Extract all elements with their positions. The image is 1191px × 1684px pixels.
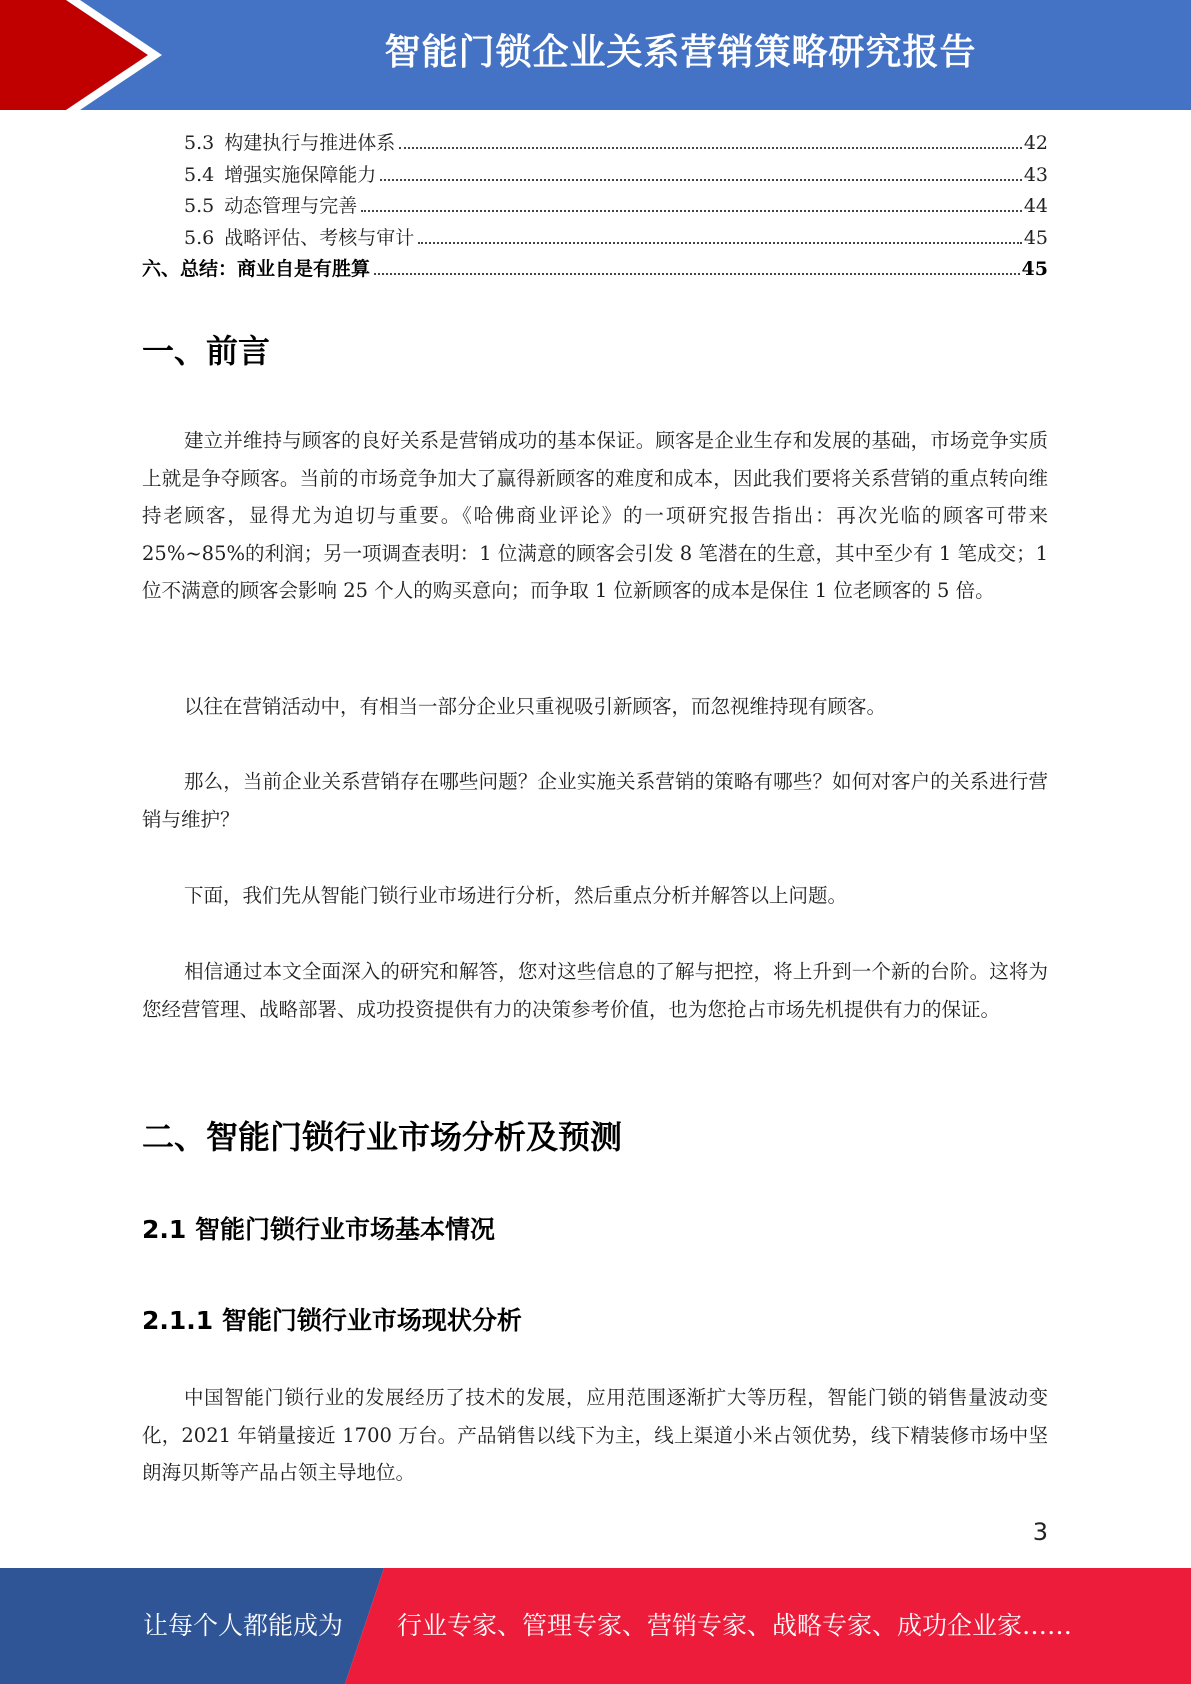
toc-entry-page: 45 <box>1023 226 1048 249</box>
toc-entry-page: 44 <box>1023 195 1048 217</box>
toc-entry-label: 增强实施保障能力 <box>224 163 377 186</box>
page-footer <box>0 1568 1191 1684</box>
toc-leader-dots <box>361 210 1022 212</box>
toc-entry-page: 45 <box>1021 258 1048 280</box>
paragraph: 建立并维持与顾客的良好关系是营销成功的基本保证。顾客是企业生存和发展的基础，市场竞争实质上就是争夺顾客。当前的市场竞争加大了赢得新顾客的难度和成本，因此我们要将关系营销的重点转向维持老顾客，显得尤为迫切与重要。《哈佛商业评论》的一项研究报告指出：再次光临的顾客可带来 25%~85%的利润；另一项调查表明：1 位满意的顾客会引发 8 笔潜在的生意，其中至少有 1 笔成交；1 位不满意的顾客会影响 25 个人的购买意向；而争取 1 位新顾客的成本是保住 1 位老顾客的 5 倍。 <box>142 429 1048 602</box>
toc-entry-label: 动态管理与完善 <box>224 195 358 217</box>
page-header <box>0 0 1191 110</box>
subsection-heading-basic: 2.1 智能门锁行业市场基本情况 <box>142 1215 495 1244</box>
report-title: 智能门锁企业关系营销策略研究报告 <box>384 32 977 73</box>
toc-leader-dots <box>380 179 1022 181</box>
paragraph: 那么，当前企业关系营销存在哪些问题？企业实施关系营销的策略有哪些？如何对客户的关系进行营销与维护？ <box>142 770 1048 831</box>
paragraph: 中国智能门锁行业的发展经历了技术的发展，应用范围逐渐扩大等历程，智能门锁的销售量波动变化，2021 年销量接近 1700 万台。产品销售以线下为主，线上渠道小米占领优势，线下精装修市场中坚朗海贝斯等产品占领主导地位。 <box>142 1386 1048 1484</box>
toc-entry[interactable] <box>142 191 1048 223</box>
toc-leader-dots <box>399 147 1022 149</box>
toc-entry[interactable] <box>142 223 1048 255</box>
subsection-heading-status: 2.1.1 智能门锁行业市场现状分析 <box>142 1306 522 1335</box>
paragraph: 以往在营销活动中，有相当一部分企业只重视吸引新顾客，而忽视维持现有顾客。 <box>184 695 887 718</box>
toc-entry-label: 战略评估、考核与审计 <box>224 226 415 249</box>
section-heading-preface: 一、前言 <box>142 332 271 370</box>
toc-entry-number: 5.6 <box>184 226 215 249</box>
toc-leader-dots <box>418 242 1022 244</box>
toc-entry[interactable] <box>142 128 1048 160</box>
toc-entry-label: 六、总结：商业自是有胜算 <box>142 258 371 280</box>
toc-entry-number: 5.3 <box>184 132 215 154</box>
toc-entry[interactable] <box>142 160 1048 192</box>
toc-entry-label: 构建执行与推进体系 <box>224 132 396 154</box>
page-number: 3 <box>1032 1518 1048 1546</box>
toc-entry-page: 43 <box>1023 163 1048 186</box>
toc-entry-page: 42 <box>1023 132 1048 154</box>
section-heading-market: 二、智能门锁行业市场分析及预测 <box>142 1118 623 1156</box>
toc-entry-number: 5.4 <box>184 163 215 186</box>
paragraph: 下面，我们先从智能门锁行业市场进行分析，然后重点分析并解答以上问题。 <box>184 884 848 907</box>
table-of-contents <box>142 128 1048 286</box>
footer-slogan-right: 行业专家、管理专家、营销专家、战略专家、成功企业家…… <box>397 1611 1073 1640</box>
footer-slogan-left: 让每个人都能成为 <box>143 1611 344 1640</box>
toc-entry[interactable] <box>142 254 1048 286</box>
toc-leader-dots <box>374 273 1020 275</box>
toc-entry-number: 5.5 <box>184 195 215 217</box>
paragraph: 相信通过本文全面深入的研究和解答，您对这些信息的了解与把控，将上升到一个新的台阶。这将为您经营管理、战略部署、成功投资提供有力的决策参考价值，也为您抢占市场先机提供有力的保证。 <box>142 960 1048 1021</box>
